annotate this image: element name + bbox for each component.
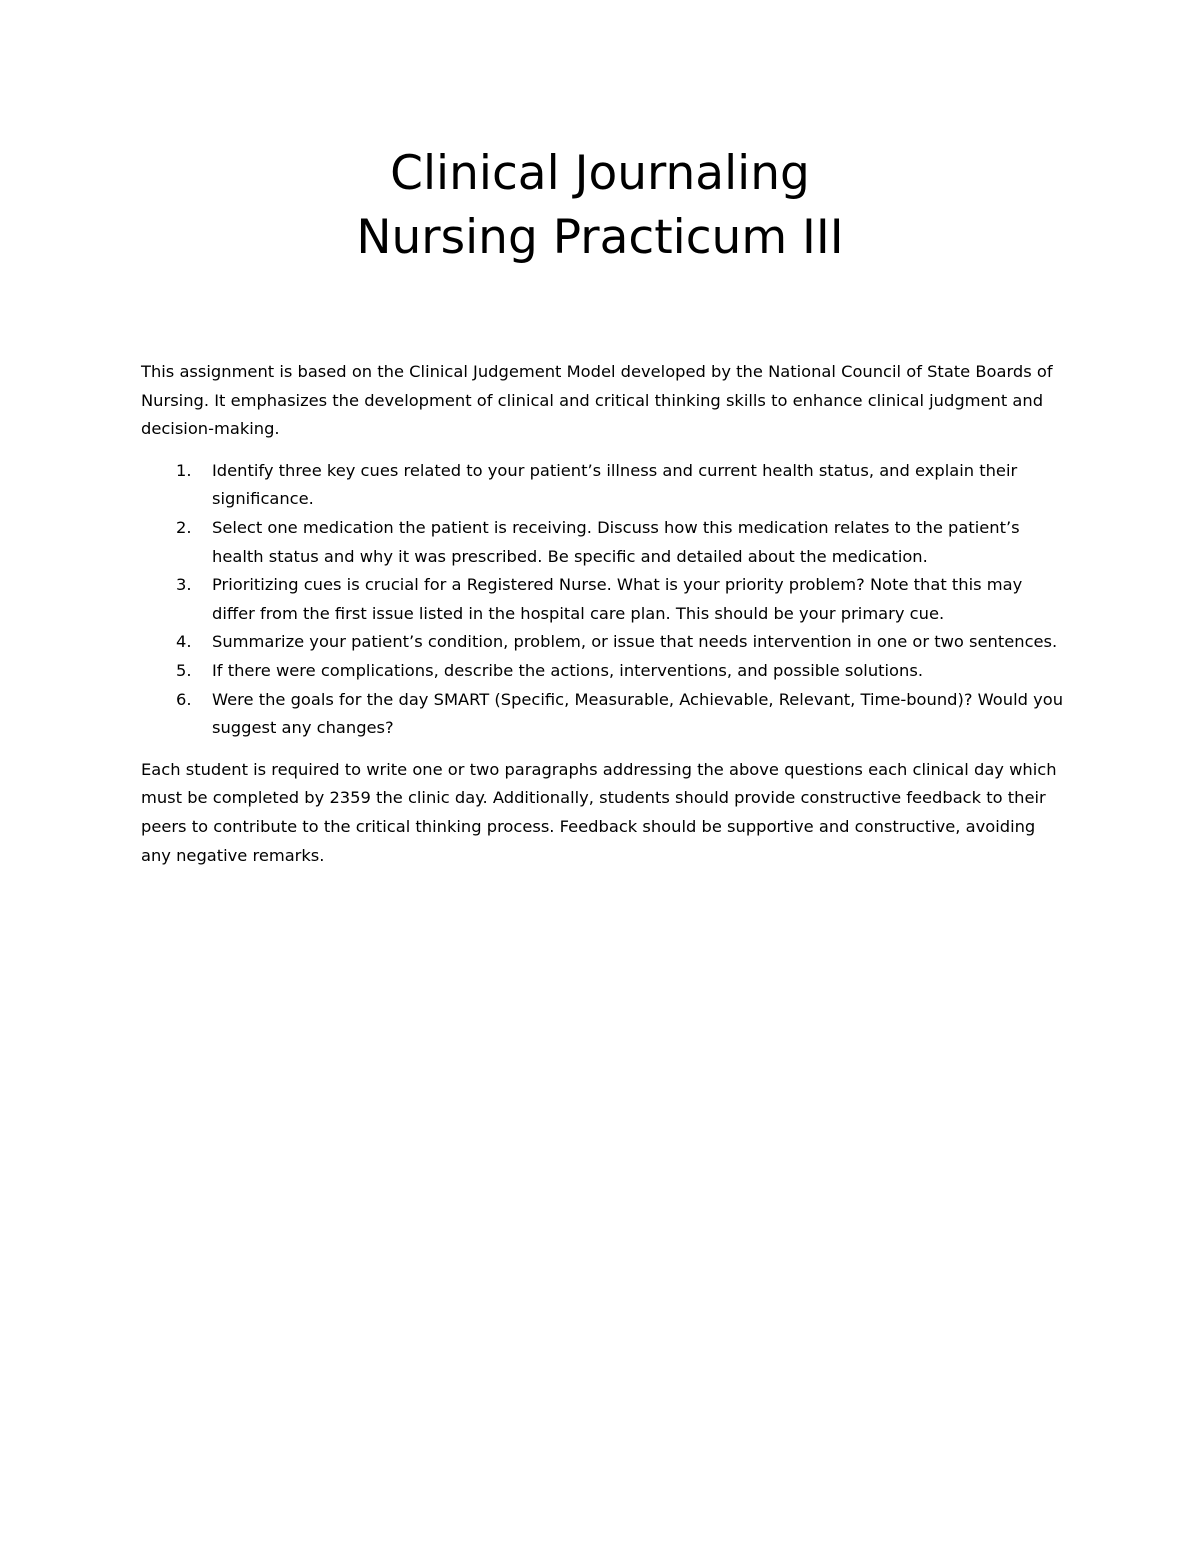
list-item <box>141 628 1066 657</box>
list-item <box>141 657 1066 686</box>
list-item <box>141 514 1066 571</box>
list-item-number: 5. <box>176 660 192 680</box>
closing-paragraph: Each student is required to write one or two paragraphs addressing the above questions each clinical day which must be completed by 2359 the clinic day. Additionally, students should provide constructive feedback to their peers to contribute to the critical thinking process. Feedback should be supportive and constructive, avoiding any negative remarks. <box>141 759 1057 865</box>
list-item <box>141 686 1066 743</box>
list-item-text: Identify three key cues related to your patient’s illness and current health status, and explain their significance. <box>212 460 1018 509</box>
list-item-text: Prioritizing cues is crucial for a Registered Nurse. What is your priority problem? Note that this may differ from the first issue listed in the hospital care plan. This should be your primary cue. <box>212 575 1023 623</box>
list-item-text: Select one medication the patient is receiving. Discuss how this medication relates to the patient’s health status and why it was prescribed. Be specific and detailed about the medication. <box>212 517 1020 566</box>
intro-paragraph: This assignment is based on the Clinical Judgement Model developed by the National Council of State Boards of Nursing. It emphasizes the development of clinical and critical thinking skills to enhance clinical judgment and decision-making. <box>141 362 1053 439</box>
document-body <box>141 358 1066 870</box>
instruction-list <box>141 457 1066 743</box>
title-line-1: Clinical Journaling <box>390 146 810 201</box>
title-line-2: Nursing Practicum III <box>356 210 844 265</box>
list-item <box>141 457 1066 514</box>
list-item-text: If there were complications, describe the actions, interventions, and possible solutions. <box>212 660 923 680</box>
list-item <box>141 571 1066 628</box>
list-item-number: 3. <box>176 575 192 595</box>
list-item-number: 6. <box>176 689 192 709</box>
document-title <box>0 142 1200 270</box>
list-item-number: 1. <box>176 460 192 480</box>
list-item-number: 4. <box>176 632 192 652</box>
list-item-text: Summarize your patient’s condition, problem, or issue that needs intervention in one or two sentences. <box>212 632 1058 652</box>
list-item-text: Were the goals for the day SMART (Specific, Measurable, Achievable, Relevant, Time-bound)? Would you suggest any changes? <box>212 689 1064 738</box>
list-item-number: 2. <box>176 517 192 537</box>
